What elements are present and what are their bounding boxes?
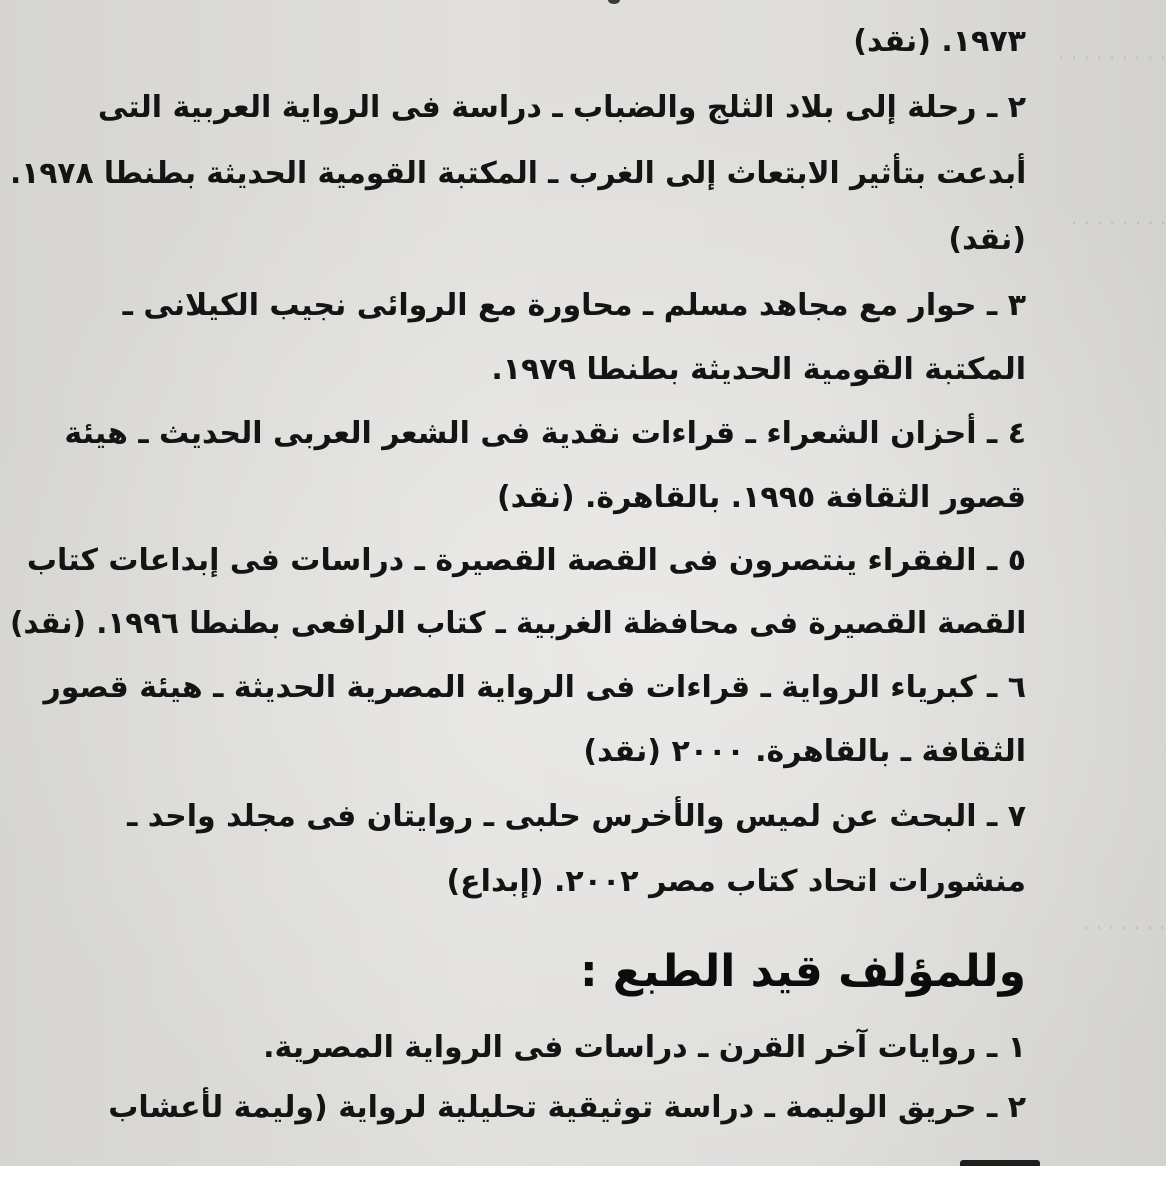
bibliography-line-5: ٣ ـ حوار مع مجاهد مسلم ـ محاورة مع الروائى نجيب الكيلانى ـ: [122, 288, 1026, 323]
forthcoming-line-1: ١ ـ روايات آخر القرن ـ دراسات فى الرواية المصرية.: [263, 1030, 1026, 1065]
bibliography-line-6: المكتبة القومية الحديثة بطنطا ١٩٧٩.: [491, 352, 1026, 387]
bibliography-line-3: أبدعت بتأثير الابتعاث إلى الغرب ـ المكتبة القومية الحديثة بطنطا ١٩٧٨.: [9, 156, 1027, 191]
bibliography-line-1: ١٩٧٣. (نقد): [853, 24, 1026, 59]
bleed-through-text: . . . . . . .: [1083, 910, 1166, 934]
bleed-through-text: . . . . . . . .: [1070, 205, 1166, 229]
bibliography-line-8: قصور الثقافة ١٩٩٥. بالقاهرة. (نقد): [496, 480, 1026, 515]
bibliography-line-9: ٥ ـ الفقراء ينتصرون فى القصة القصيرة ـ دراسات فى إبداعات كتاب: [26, 543, 1026, 578]
bibliography-line-11: ٦ ـ كبرياء الرواية ـ قراءات فى الرواية المصرية الحديثة ـ هيئة قصور: [43, 670, 1026, 705]
section-heading: وللمؤلف قيد الطبع :: [579, 946, 1026, 997]
bleed-through-text: . . . . . . . . .: [1057, 40, 1166, 64]
bibliography-line-7: ٤ ـ أحزان الشعراء ـ قراءات نقدية فى الشعر العربى الحديث ـ هيئة: [64, 416, 1026, 451]
bibliography-line-13: ٧ ـ البحث عن لميس والأخرس حلبى ـ روايتان فى مجلد واحد ـ: [127, 799, 1026, 834]
ink-mark: [608, 0, 620, 4]
clipped-text-fragment: [960, 1160, 1040, 1166]
bibliography-line-4: (نقد): [948, 222, 1026, 257]
bibliography-line-14: منشورات اتحاد كتاب مصر ٢٠٠٢. (إبداع): [446, 864, 1026, 899]
bibliography-line-2: ٢ ـ رحلة إلى بلاد الثلج والضباب ـ دراسة فى الرواية العربية التى: [97, 90, 1026, 125]
forthcoming-line-2: ٢ ـ حريق الوليمة ـ دراسة توثيقية تحليلية لرواية (وليمة لأعشاب: [108, 1090, 1026, 1125]
bibliography-line-10: القصة القصيرة فى محافظة الغربية ـ كتاب الرافعى بطنطا ١٩٩٦. (نقد): [9, 606, 1026, 641]
bibliography-line-12: الثقافة ـ بالقاهرة. ٢٠٠٠ (نقد): [583, 734, 1026, 769]
